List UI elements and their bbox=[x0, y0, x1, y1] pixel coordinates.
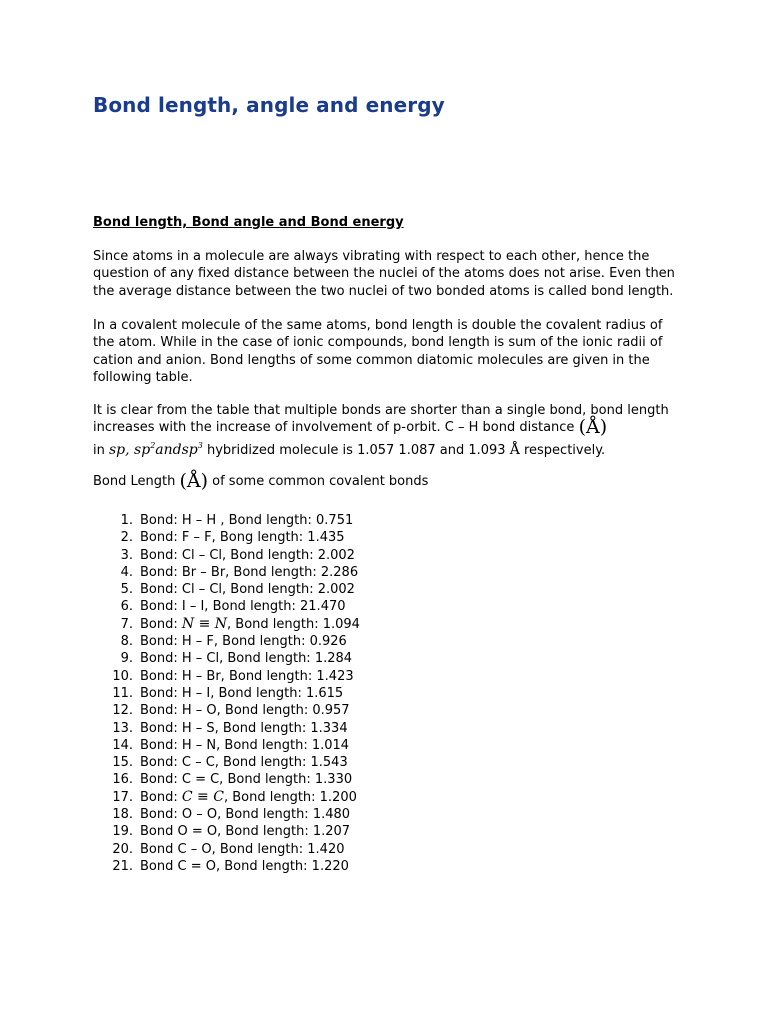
hybridization-math bbox=[109, 442, 203, 458]
sp-text: sp bbox=[181, 441, 198, 458]
list-item bbox=[93, 633, 360, 650]
list-item bbox=[93, 720, 360, 737]
section-heading: Bond length, Bond angle and Bond energy bbox=[93, 215, 404, 230]
list-item bbox=[93, 668, 360, 685]
list-item-text: Bond: H – I, Bond length: 1.615 bbox=[140, 685, 344, 701]
p3-text-3: hybridized molecule is 1.057 1.087 and 1.093 bbox=[202, 442, 510, 458]
list-item bbox=[93, 598, 360, 615]
list-item-number: 4. bbox=[120, 564, 133, 580]
list-item-text: Bond: Cl – Cl, Bond length: 2.002 bbox=[140, 547, 355, 563]
list-item bbox=[93, 547, 360, 564]
list-item-text: Bond: C – C, Bond length: 1.543 bbox=[140, 755, 348, 771]
list-item-number: 5. bbox=[120, 582, 133, 598]
list-item-number: 7. bbox=[120, 616, 133, 632]
list-item-number: 8. bbox=[120, 634, 133, 650]
list-item bbox=[93, 771, 360, 788]
list-item bbox=[93, 529, 360, 546]
list-item-text: Bond: H – Br, Bond length: 1.423 bbox=[140, 668, 354, 684]
caption-before: Bond Length bbox=[93, 474, 180, 489]
list-item-prefix: Bond: bbox=[140, 616, 182, 632]
hybrid-sp-text: sp, sp bbox=[108, 441, 151, 458]
list-item-number: 21. bbox=[112, 858, 133, 874]
list-item bbox=[93, 806, 360, 823]
list-item bbox=[93, 685, 360, 702]
list-item-text: Bond: O – O, Bond length: 1.480 bbox=[140, 807, 351, 823]
list-item bbox=[93, 737, 360, 754]
list-item-text: Bond: Br – Br, Bond length: 2.286 bbox=[140, 564, 359, 580]
list-item-number: 15. bbox=[112, 755, 133, 771]
list-item-text: Bond: H – S, Bond length: 1.334 bbox=[140, 720, 348, 736]
list-item bbox=[93, 702, 360, 719]
list-item bbox=[93, 512, 360, 529]
p3-text-2: in bbox=[93, 442, 109, 458]
list-item bbox=[93, 564, 360, 581]
caption-angstrom-math: (Å) bbox=[179, 470, 209, 492]
list-item-number: 14. bbox=[112, 737, 133, 753]
and-word: and bbox=[155, 441, 182, 458]
list-item-number: 6. bbox=[120, 599, 133, 615]
list-item-text: Bond: F – F, Bong length: 1.435 bbox=[140, 530, 345, 546]
caption-after: of some common covalent bonds bbox=[208, 474, 429, 489]
list-item-prefix: Bond: bbox=[140, 789, 182, 805]
p3-text-4: respectively. bbox=[519, 442, 606, 458]
page-title: Bond length, angle and energy bbox=[93, 93, 445, 117]
list-item-number: 11. bbox=[112, 685, 133, 701]
list-item-number: 12. bbox=[112, 703, 133, 719]
list-item-text: Bond O = O, Bond length: 1.207 bbox=[140, 824, 351, 840]
list-item-text: Bond: H – O, Bond length: 0.957 bbox=[140, 703, 350, 719]
list-item bbox=[93, 754, 360, 771]
list-item bbox=[93, 858, 360, 875]
list-item-number: 16. bbox=[112, 772, 133, 788]
bond-length-list bbox=[93, 512, 360, 875]
list-item-number: 18. bbox=[112, 807, 133, 823]
list-item-number: 3. bbox=[120, 547, 133, 563]
list-item-number: 1. bbox=[120, 513, 133, 528]
list-item-number: 9. bbox=[120, 651, 133, 667]
list-item bbox=[93, 841, 360, 858]
paragraph-multiple-bonds bbox=[93, 402, 683, 459]
list-item-text: Bond: H – F, Bond length: 0.926 bbox=[140, 634, 347, 650]
list-item-text: Bond: Cl – Cl, Bond length: 2.002 bbox=[140, 582, 355, 598]
list-item-text: Bond: H – H , Bond length: 0.751 bbox=[140, 513, 354, 528]
table-caption bbox=[93, 470, 429, 492]
list-item bbox=[93, 581, 360, 598]
paragraph-bond-length-definition: Since atoms in a molecule are always vibrating with respect to each other, hence the question of any fixed distance between the nuclei of the atoms does not arise. Even then the average distance between the two nuclei of two bonded atoms is called bond length. bbox=[93, 249, 675, 299]
list-item-text: Bond: C = C, Bond length: 1.330 bbox=[140, 772, 353, 788]
list-item-suffix: , Bond length: 1.094 bbox=[227, 616, 360, 632]
sup-2: 2 bbox=[150, 440, 156, 450]
triple-bond-math: N ≡ N bbox=[181, 615, 228, 632]
list-item-number: 13. bbox=[112, 720, 133, 736]
sup-3: 3 bbox=[197, 440, 203, 450]
list-item-text: Bond: H – Cl, Bond length: 1.284 bbox=[140, 651, 353, 667]
angstrom-symbol: Å bbox=[509, 441, 520, 458]
paragraph-covalent-ionic: In a covalent molecule of the same atoms, bond length is double the covalent radius of the atom. While in the case of ionic compounds, bond length is sum of the ionic radii of cation and anion. Bond lengths of some common diatomic molecules are given in the following table. bbox=[93, 318, 663, 386]
list-item bbox=[93, 650, 360, 667]
list-item-suffix: , Bond length: 1.200 bbox=[223, 789, 357, 805]
triple-bond-math: C ≡ C bbox=[181, 788, 224, 805]
list-item-text: Bond: I – I, Bond length: 21.470 bbox=[140, 599, 346, 615]
angstrom-unit-math: (Å) bbox=[578, 416, 608, 439]
list-item-number: 17. bbox=[112, 789, 133, 805]
list-item-text: Bond: H – N, Bond length: 1.014 bbox=[140, 737, 350, 753]
list-item-number: 19. bbox=[112, 824, 133, 840]
list-item-number: 2. bbox=[120, 530, 133, 546]
list-item bbox=[93, 789, 360, 806]
p3-text-1: It is clear from the table that multiple bonds are shorter than a single bond, bond length increases with the increase of involvement of p-orbit. C – H bond distance bbox=[93, 403, 669, 436]
list-item-number: 10. bbox=[112, 668, 133, 684]
list-item-number: 20. bbox=[112, 841, 133, 857]
list-item bbox=[93, 616, 360, 633]
list-item-text: Bond C = O, Bond length: 1.220 bbox=[140, 858, 349, 874]
list-item-text: Bond C – O, Bond length: 1.420 bbox=[140, 841, 345, 857]
list-item bbox=[93, 823, 360, 840]
